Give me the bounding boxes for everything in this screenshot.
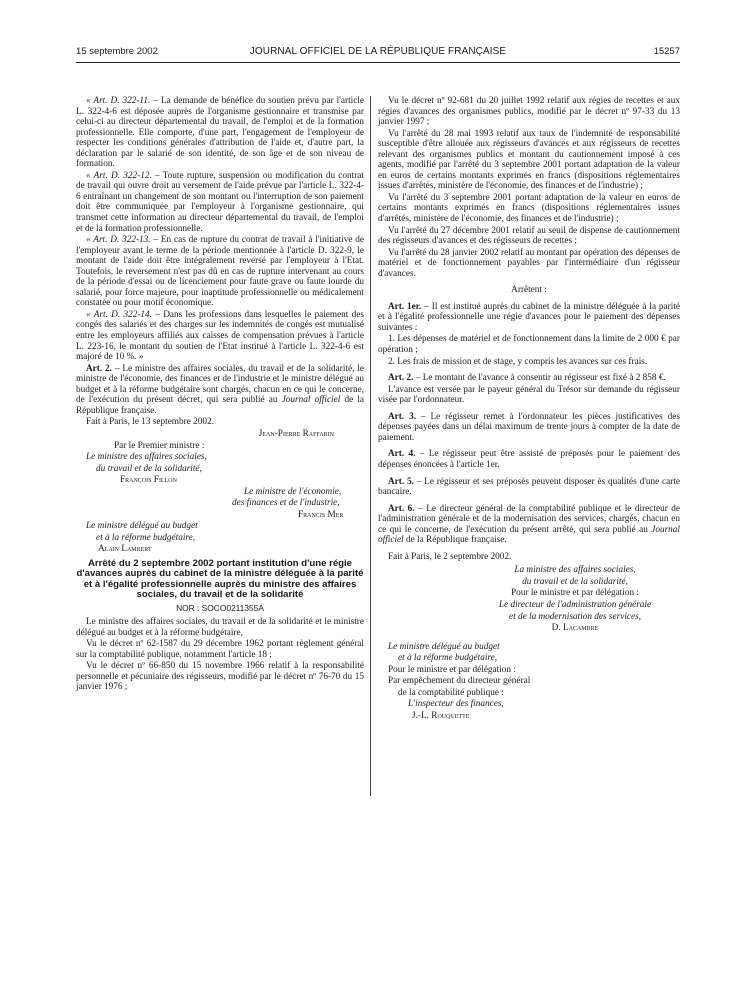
article-ref: « Art. D. 322-13.	[86, 235, 151, 246]
article-ref: « Art. D. 322-12.	[86, 170, 152, 181]
signatory-2-title: Le ministre de l'économie,	[244, 486, 342, 497]
signatory-3-title-2: et à la réforme budgétaire,	[96, 532, 196, 543]
article-label: Art. 3.	[388, 411, 417, 422]
article-label: Art. 6.	[388, 503, 415, 514]
article-2: Art. 2. – Le montant de l'avance à consentir au régisseur est fixé à 2 858 €.	[388, 373, 666, 384]
article-d322-11	[76, 96, 364, 170]
par-premier-ministre: Par le Premier ministre :	[114, 440, 205, 451]
arrete-title: Arrêté du 2 septembre 2002 portant institution d'une régie d'avances auprès du cabinet de la ministre déléguée à la parité et à l'égalité professionnelle auprès du ministre des affaires sociales, du travail et de la solidarité	[76, 557, 364, 601]
header-page-number: 15257	[653, 46, 680, 57]
signature-block-1: La ministre des affaires sociales, du travail et de la solidarité, Pour le ministre et par délégation : Le directeur de l'administration générale et de la modernisation des services, D. Lacambre	[378, 565, 680, 633]
article-d322-14	[76, 310, 364, 363]
journal-officiel-ref: Journal officiel	[281, 395, 341, 406]
article-text: – En cas de rupture du contrat de travail à l'initiative de l'employeur avant le terme de la période mentionnée à l'article D. 322-9, le montant de l'aide doit être intégralement reversé par l'employeur à l'Etat. Toutefois, le reversement n'est pas dû en cas de rupture intervenant au cours de la période d'essai ou de licenciement pour faute grave ou faute lourde du salarié, pour force majeure, pour inaptitude professionnelle ou médicalement constatée ou pour motif économique.	[76, 235, 364, 309]
column-divider	[370, 96, 371, 796]
signatory-2-name: Francis Mer	[298, 509, 344, 520]
article-ref: « Art. D. 322-11.	[86, 96, 151, 106]
arretent-heading: Arrêtent :	[511, 285, 547, 296]
fait-a-paris: Fait à Paris, le 2 septembre 2002.	[388, 551, 512, 562]
article-d322-13	[76, 235, 364, 309]
signatory-name: D. Lacambre	[551, 623, 599, 634]
left-column	[76, 96, 364, 694]
article-label: Art. 5.	[388, 476, 414, 487]
article-label: Art. 2.	[86, 363, 112, 374]
fait-a-paris: Fait à Paris, le 13 septembre 2002.	[86, 417, 214, 428]
visa-7: Vu l'arrêté du 28 janvier 2002 relatif au montant par opération des dépenses de matériel et de fonctionnement payables par l'intermédiaire d'un régisseur d'avances.	[378, 247, 680, 279]
nor-reference: NOR : SOCO0211355A	[176, 602, 264, 613]
article-3: Art. 3. – Le régisseur remet à l'ordonnateur les pièces justificatives des dépenses payées dans un délai maximum de trente jours à compter de la date de paiement.	[378, 411, 680, 443]
article-1-item-2: 2. Les frais de mission et de stage, y compris les avances sur ces frais.	[388, 356, 648, 367]
page-header	[76, 46, 680, 60]
visa-preamble: Le ministre des affaires sociales, du travail et de la solidarité et le ministre délégué au budget et à la réforme budgétaire,	[76, 617, 364, 638]
signatory-2-title-2: des finances et de l'industrie,	[232, 498, 340, 509]
article-label: Art. 2.	[388, 373, 414, 384]
article-5: Art. 5. – Le régisseur et ses préposés peuvent disposer ès qualités d'une carte bancaire.	[378, 476, 680, 498]
signatory-3-name: Alain Lambert	[98, 544, 152, 555]
article-6: Art. 6. – Le directeur général de la comptabilité publique et le directeur de l'administration générale et de la modernisation des services, chargés, chacun en ce qui le concerne, de l'exécution du présent arrêté, qui sera publié au Journal officiel de la République française.	[378, 503, 680, 546]
signature-block-2: Le ministre délégué au budget et à la réforme budgétaire, Pour le ministre et par délégation : Par empêchement du directeur général de la comptabilité publique : L'inspecteur des finances, J.-L. Rouquette	[378, 642, 680, 722]
visa-2: Vu le décret nº 66-850 du 15 novembre 1966 relatif à la responsabilité personnelle et pécuniaire des régisseurs, modifié par le décret nº 76-70 du 15 janvier 1976 ;	[76, 661, 364, 693]
signatory-name: J.-L. Rouquette	[412, 710, 470, 721]
visa-5: Vu l'arrêté du 3 septembre 2001 portant adaptation de la valeur en euros de certains montants exprimés en francs (dispositions réglementaires issues d'arrêtés, ministère de l'économie, des finances et de l'industrie) ;	[378, 192, 680, 225]
article-label: Art. 1er.	[388, 301, 422, 312]
article-ref: « Art. D. 322-14.	[86, 309, 152, 320]
article-2-para-2: L'avance est versée par le payeur général du Trésor sur demande du régisseur visée par l'ordonnateur.	[378, 384, 680, 406]
signatory-3-title: Le ministre délégué au budget	[86, 521, 198, 532]
visa-4: Vu l'arrêté du 28 mai 1993 relatif aux taux de l'indemnité de responsabilité susceptible d'être allouée aux régisseurs d'avances et aux régisseurs de recettes relevant des organismes publics et montant du cautionnement imposé à ces agents, modifié par l'arrêté du 3 septembre 2001 portant adaptation de la valeur en euros de certains montants exprimés en francs (dispositions réglementaires issues d'arrêtés, ministère de l'économie, des finances et de l'industrie) ;	[378, 128, 680, 192]
signatory-1-title: Le ministre des affaires sociales,	[86, 452, 207, 463]
header-journal-title: JOURNAL OFFICIEL DE LA RÉPUBLIQUE FRANÇAISE	[249, 46, 507, 57]
header-date: 15 septembre 2002	[76, 46, 158, 57]
article-text: – Dans les professions dans lesquelles le paiement des congés des salariés et des charges sur les indemnités de congés est mutualisé entre les employeurs affiliés aux caisses de compensation prévues à l'article L. 223-16, le montant du soutien de l'Etat institué à l'article L. 322-4-6 est majoré de 10 %. »	[76, 309, 364, 363]
article-d322-12	[76, 171, 364, 234]
article-text: – La demande de bénéfice du soutien prévu par l'article L. 322-4-6 est déposée auprès de l'organisme gestionnaire et transmise par celui-ci au directeur départemental du travail, de l'emploi et de la formation professionnelle. Elle comporte, d'une part, l'engagement de l'employeur de respecter les conditions générales d'attribution de l'aide et, d'autre part, la déclaration par le salarié de son identité, de son âge et de son niveau de formation.	[76, 96, 364, 170]
visa-1: Vu le décret nº 62-1587 du 29 décembre 1962 portant règlement général sur la comptabilité publique, notamment l'article 18 ;	[76, 639, 364, 660]
article-label: Art. 4.	[388, 449, 416, 460]
signatory-1-title-2: du travail et de la solidarité,	[96, 463, 202, 474]
article-2: Art. 2. – Le ministre des affaires sociales, du travail et de la solidarité, le ministre de l'économie, des finances et de l'industrie et le ministre délégué au budget et à la réforme budgétaire sont chargés, chacun en ce qui le concerne, de l'exécution du présent décret, qui sera publié au Journal officiel de la République française.	[76, 363, 364, 416]
visa-3: Vu le décret nº 92-681 du 20 juillet 1992 relatif aux régies de recettes et aux régies d'avances des organismes publics, modifié par le décret nº 97-33 du 13 janvier 1997 ;	[378, 96, 680, 128]
article-4: Art. 4. – Le régisseur peut être assisté de préposés pour le paiement des dépenses énoncées à l'article 1er.	[378, 449, 681, 470]
article-text: – Toute rupture, suspension ou modification du contrat de travail qui ouvre droit au versement de l'aide prévue par l'article L. 322-4-6 entraînant un changement de son montant ou l'interruption de son paiement doit être communiquée par l'employeur à l'organisme gestionnaire, qui transmet cette information au directeur départemental du travail, de l'emploi et de la formation professionnelle.	[76, 170, 364, 234]
right-column	[378, 96, 680, 722]
article-1-item-1: 1. Les dépenses de matériel et de fonctionnement dans la limite de 2 000 € par opération ;	[378, 334, 680, 356]
journal-officiel-ref: Journal officiel	[378, 524, 680, 546]
article-1: Art. 1er. – Il est institué auprès du cabinet de la ministre déléguée à la parité et à l'égalité professionnelle une régie d'avances pour le paiement des dépenses suivantes :	[378, 301, 680, 333]
signatory-1-name: François Fillon	[120, 475, 177, 486]
header-rule	[76, 62, 680, 63]
signature-pm: Jean-Pierre Raffarin	[258, 428, 334, 439]
visa-6: Vu l'arrêté du 27 décembre 2001 relatif au seuil de dispense de cautionnement des régisseurs d'avances et des régisseurs de recettes ;	[378, 225, 680, 247]
